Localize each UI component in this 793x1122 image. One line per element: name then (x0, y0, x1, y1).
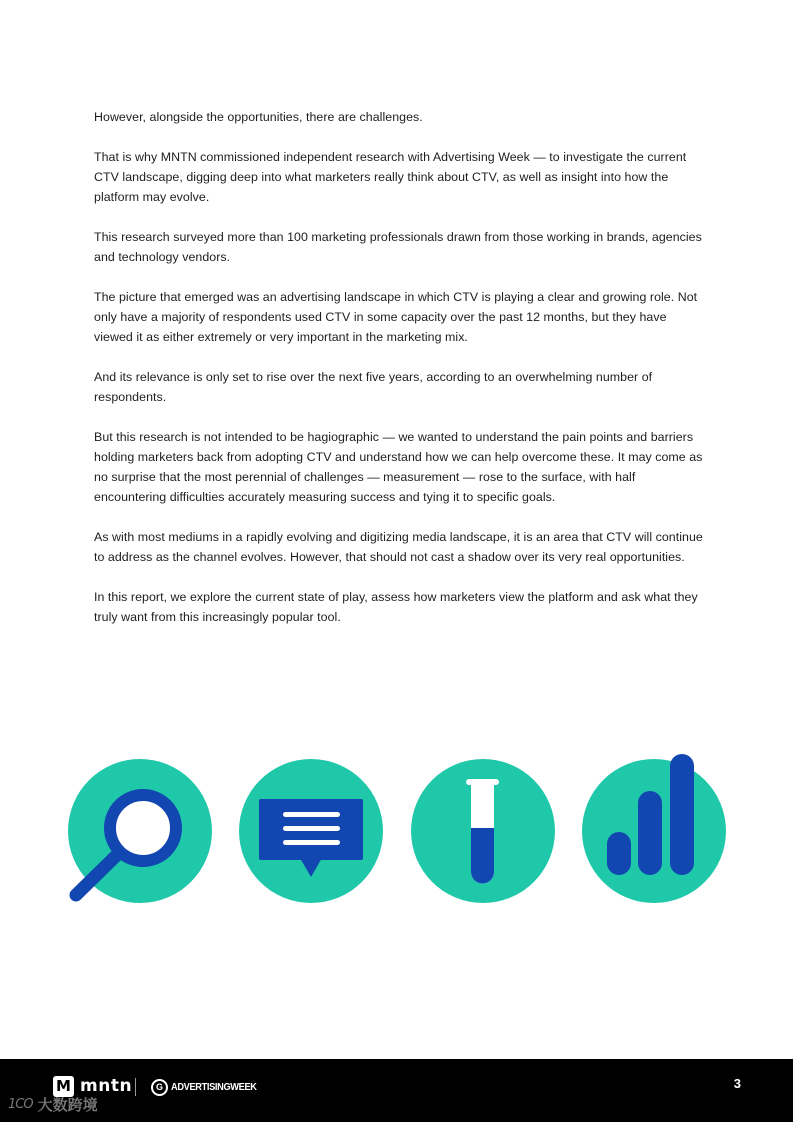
bar-chart-icon (580, 748, 740, 908)
paragraph-report-overview: In this report, we explore the current state of play, assess how marketers view the platform and ask what they truly want from this increasingly popular tool. (94, 590, 698, 624)
report-body (94, 107, 706, 647)
magnifying-glass-icon (62, 748, 222, 908)
paragraph-research-purpose: That is why MNTN commissioned independent research with Advertising Week — to investigate the current CTV landscape, digging deep into what marketers really think about CTV, as well as insight into how the platform may evolve. (94, 150, 687, 204)
paragraph-landscape-findings: The picture that emerged was an advertising landscape in which CTV is playing a clear and growing role. Not only have a majority of respondents used CTV in some capacity over the past 12 months, but they have viewed it as either extremely or very important in the marketing mix. (94, 290, 698, 344)
mntn-logo-text: mntn (80, 1076, 133, 1096)
mntn-logo-mark (53, 1076, 74, 1097)
mntn-logo (53, 1075, 132, 1097)
logo-divider (135, 1078, 136, 1096)
watermark-logo: 1CO (8, 1097, 33, 1112)
illustration-row (62, 748, 734, 908)
paragraph-survey-scope: This research surveyed more than 100 marketing professionals drawn from those working in brands, agencies and technology vendors. (94, 230, 702, 264)
paragraph-future-relevance: And its relevance is only set to rise over the next five years, according to an overwhelming number of respondents. (94, 370, 653, 404)
watermark (8, 1096, 98, 1114)
advertising-week-logo-mark (151, 1079, 168, 1096)
advertising-week-mark-letter: G (155, 1081, 163, 1092)
paragraph-challenges-intro: However, alongside the opportunities, there are challenges. (94, 110, 423, 124)
watermark-text: 大数跨境 (37, 1096, 98, 1114)
chat-bubble-icon (235, 748, 395, 908)
test-tube-icon (407, 748, 567, 908)
page-number: 3 (733, 1076, 741, 1091)
mntn-mark-letter: M (56, 1076, 71, 1095)
paragraph-evolving-landscape: As with most mediums in a rapidly evolving and digitizing media landscape, it is an area that CTV will continue to address as the channel evolves. However, that should not cast a shadow over its very real opportunities. (94, 530, 703, 564)
advertising-week-logo-text: ADVERTISINGWEEK (171, 1081, 257, 1093)
advertising-week-logo (151, 1078, 268, 1096)
page-footer (0, 1059, 793, 1122)
paragraph-pain-points: But this research is not intended to be hagiographic — we wanted to understand the pain points and barriers holding marketers back from adopting CTV and understand how we can help overcome these. It may come as no surprise that the most perennial of challenges — measurement — rose to the surface, with half encountering difficulties accurately measuring success and tying it to specific goals. (94, 430, 703, 504)
